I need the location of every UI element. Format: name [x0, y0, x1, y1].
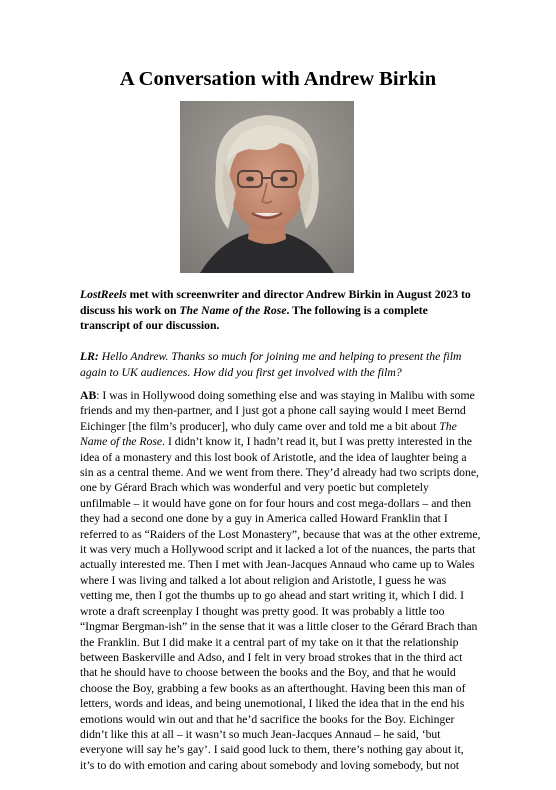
speaker-label: AB: [80, 389, 97, 402]
answer-line: letters, words and ideas, and being unemotional, I liked the idea that in the end his: [80, 697, 465, 711]
answer-line: referred to as “Raiders of the Lost Monastery”, because that was at the other extreme,: [80, 527, 481, 541]
answer-line: the Franklin. But I did make it a central part of my take on it that the relationship: [80, 635, 459, 649]
intro-line: met with screenwriter and director Andrew Birkin in August 2023 to: [126, 288, 471, 301]
answer-line: they had a second one done by a guy in America called Howard Franklin that I: [80, 512, 448, 526]
portrait-icon: [180, 101, 354, 273]
answer-line: . I didn’t know it, I hadn’t read it, but I was pretty interested in the: [162, 435, 472, 449]
answer-line: everyone will say he’s gay’. I said good luck to them, there’s nothing gay about it,: [80, 743, 464, 757]
answer-line: actually interested me. Then I met with Jean-Jacques Annaud who came up to Wales: [80, 558, 475, 572]
answer-line: idea of a monastery and this lost book of Aristotle, and the idea of laughter being a: [80, 450, 467, 464]
page-title: A Conversation with Andrew Birkin: [119, 68, 437, 90]
film-title: The Name of the Rose: [179, 303, 287, 317]
answer-line: between Baskerville and Adso, and I felt in very broad strokes that in the third act: [80, 650, 463, 664]
answer-line: didn’t like this at all – it wasn’t so much Jean-Jacques Annaud – he said, ‘but: [80, 727, 441, 741]
question-line: again to UK audiences. How did you first get involved with the film?: [80, 365, 402, 379]
question-line: Hello Andrew. Thanks so much for joining me and helping to present the film: [98, 350, 462, 363]
intro-line: discuss his work on: [80, 303, 180, 317]
publication-name: LostReels: [80, 288, 127, 301]
answer-line: sin as a central theme. And we went from there. They’d already had two scripts done,: [80, 466, 479, 480]
answer-line: it was very much a Hollywood script and it lacked a lot of the nuances, the parts that: [80, 543, 476, 557]
answer-line: one by Gérard Brach which was wonderful and very poetic but completely: [80, 481, 429, 495]
film-title: Name of the Rose: [80, 435, 163, 449]
answer-line: emotions would win out and that he’d sacrifice the books for the Boy. Eichinger: [80, 712, 455, 726]
speaker-label: LR:: [80, 350, 99, 363]
portrait-photo: [180, 101, 354, 273]
answer-line: wrote a draft screenplay I thought was pretty good. It was probably a little too: [80, 604, 445, 618]
answer-line: choose the Boy, grabbing a few books as an afterthought. Having been this man of: [80, 681, 466, 695]
answer-line: it’s to do with emotion and caring about somebody and loving somebody, but not: [80, 758, 460, 772]
answer-line: where I was living and talked a lot about religion and Aristotle, I guess he was: [80, 573, 447, 587]
answer-line: friends and my then-partner, and I just got a phone call saying would I meet Bernd: [80, 404, 466, 418]
intro-line: . The following is a complete: [286, 303, 428, 317]
intro-paragraph: [80, 287, 480, 334]
interview-question: [80, 349, 480, 380]
answer-line: Eichinger [the film’s producer], who duly came over and told me a bit about: [80, 419, 440, 433]
answer-line: : I was in Hollywood doing something else and was staying in Malibu with some: [96, 389, 475, 402]
answer-line: “Ingmar Bergman-ish” in the sense that it was a little closer to the Gérard Brach than: [80, 620, 478, 634]
answer-line: that he should have to choose between the books and the Boy, and that he would: [80, 666, 456, 680]
intro-line: transcript of our discussion.: [80, 319, 220, 332]
interview-answer: [80, 388, 480, 773]
film-title: The: [439, 419, 457, 433]
answer-line: vetting me, then I got the thumbs up to go ahead and start writing it, which I did. I: [80, 589, 464, 603]
answer-line: unfilmable – it would have gone on for four hours and cost mega-dollars – and then: [80, 496, 472, 510]
